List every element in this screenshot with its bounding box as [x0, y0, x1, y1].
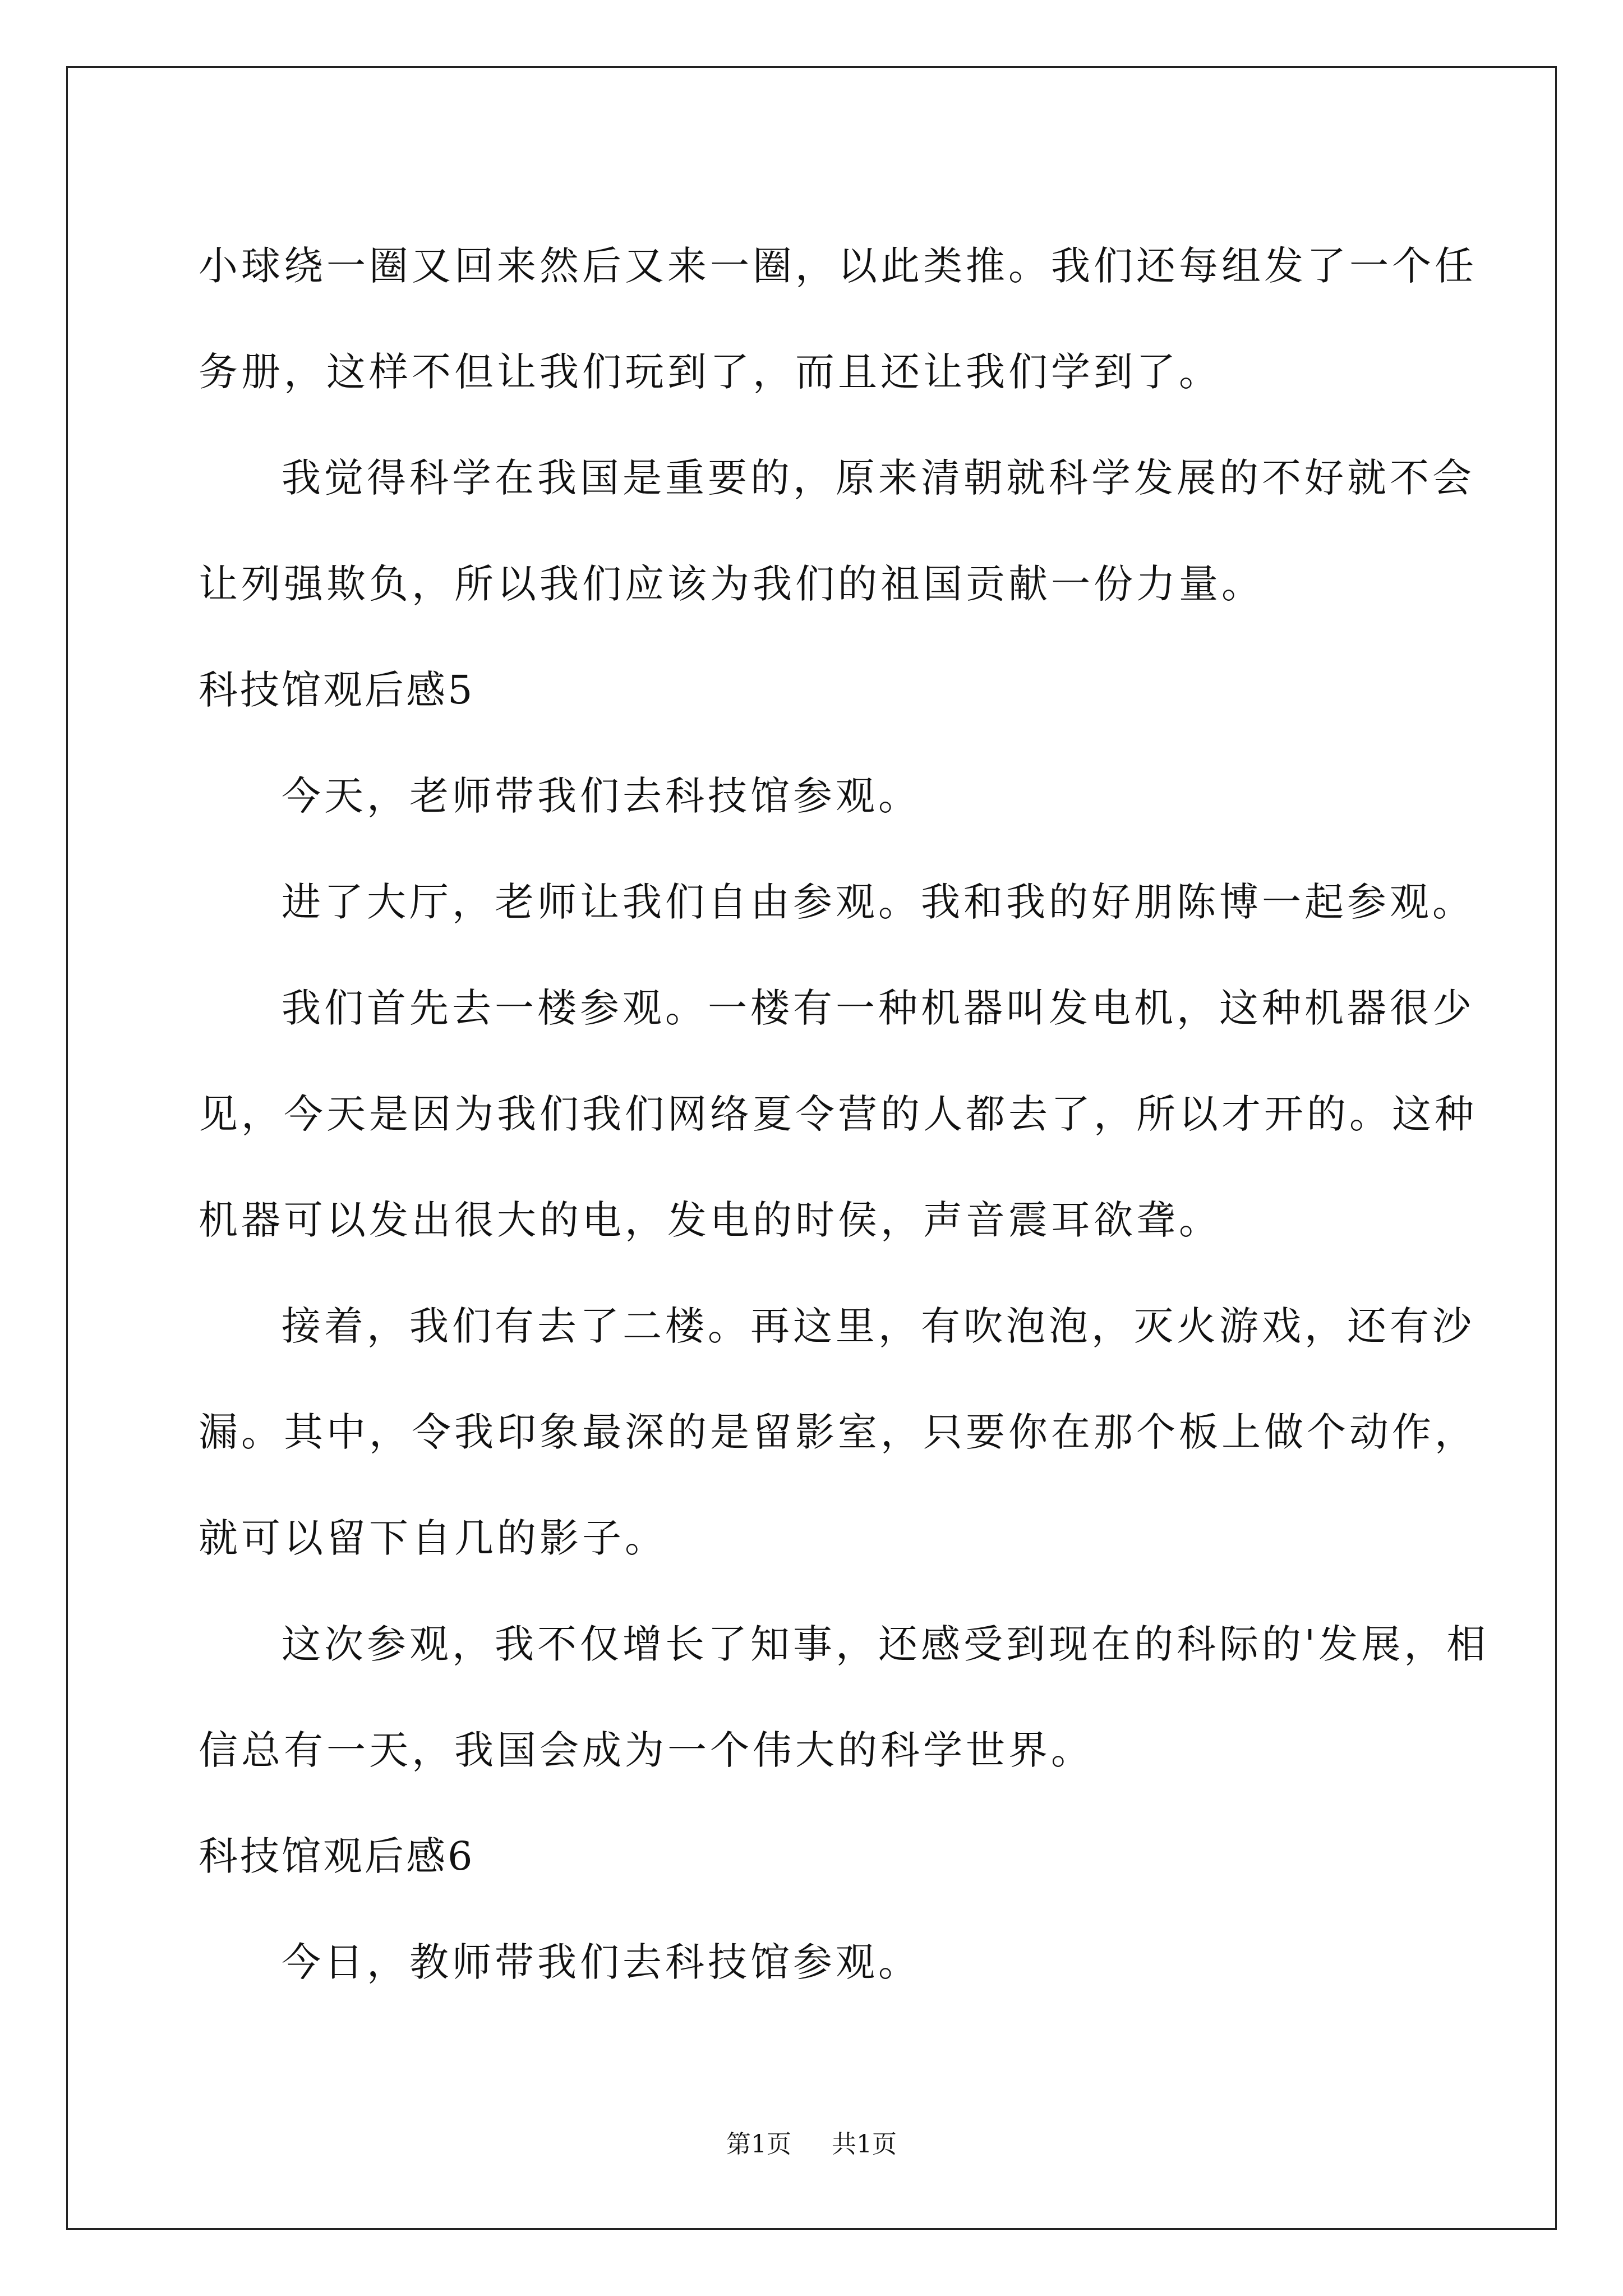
- section-heading: 科技馆观后感6: [199, 1833, 475, 1879]
- text-line: 机器可以发出很大的电，发电的时侯，声音震耳欲聋。: [199, 1197, 1221, 1243]
- document-body: [199, 213, 1490, 2016]
- text-line: 漏。其中，令我印象最深的是留影室，只要你在那个板上做个动作，: [199, 1409, 1477, 1455]
- page-number: 第1页: [726, 2130, 791, 2159]
- paragraph-start: 我们首先去一楼参观。一楼有一种机器叫发电机，这种机器很少: [282, 985, 1475, 1031]
- paragraph-start: 今天，老师带我们去科技馆参观。: [282, 773, 921, 819]
- text-line: 见，今天是因为我们我们网络夏令营的人都去了，所以才开的。这种: [199, 1091, 1477, 1137]
- paragraph-start: 今日，教师带我们去科技馆参观。: [282, 1939, 921, 1985]
- paragraph-start: 这次参观，我不仅增长了知事，还感受到现在的科际的'发展，相: [282, 1621, 1490, 1667]
- paragraph-start: 进了大厅，老师让我们自由参观。我和我的好朋陈博一起参观。: [282, 879, 1475, 925]
- paragraph-start: 我觉得科学在我国是重要的，原来清朝就科学发展的不好就不会: [282, 455, 1475, 501]
- section-heading: 科技馆观后感5: [199, 667, 475, 713]
- text-line: 务册，这样不但让我们玩到了，而且还让我们学到了。: [199, 349, 1221, 395]
- page-total: 共1页: [832, 2130, 897, 2159]
- page-footer: [0, 2124, 1623, 2160]
- paragraph-start: 接着，我们有去了二楼。再这里，有吹泡泡，灭火游戏，还有沙: [282, 1303, 1475, 1349]
- text-line: 就可以留下自几的影子。: [199, 1515, 667, 1561]
- text-line: 小球绕一圈又回来然后又来一圈，以此类推。我们还每组发了一个任: [199, 243, 1477, 289]
- text-line: 让列强欺负，所以我们应该为我们的祖国贡献一份力量。: [199, 561, 1264, 607]
- text-line: 信总有一天，我国会成为一个伟大的科学世界。: [199, 1727, 1094, 1773]
